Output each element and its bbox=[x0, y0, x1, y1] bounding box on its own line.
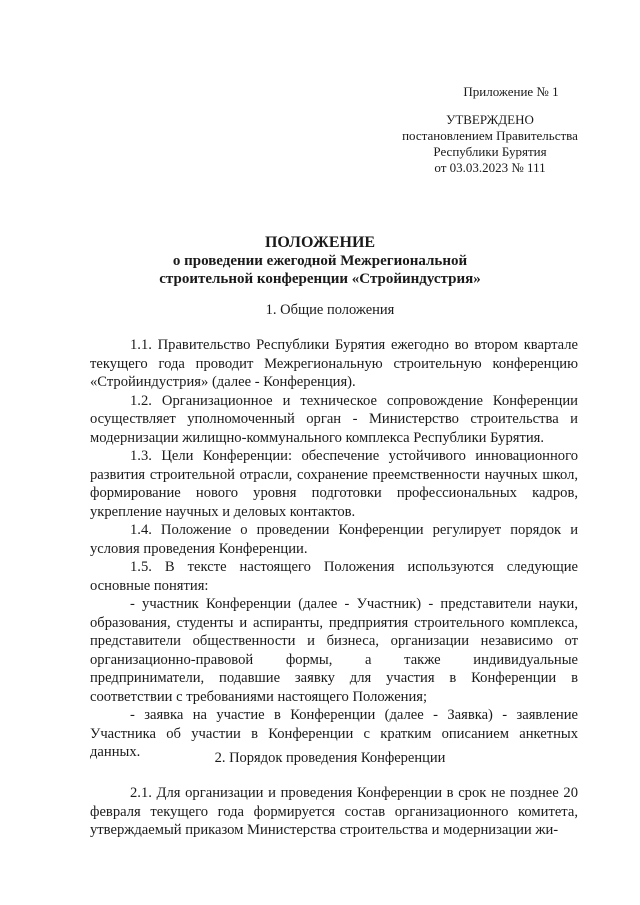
paragraph-1-4: 1.4. Положение о проведении Конференции регулирует порядок и условия проведения Конференции. bbox=[90, 522, 578, 557]
title-line-2: о проведении ежегодной Межрегиональной bbox=[172, 253, 468, 269]
section-1-body bbox=[90, 336, 578, 762]
paragraph-1-5: 1.5. В тексте настоящего Положения используются следующие основные понятия: bbox=[90, 559, 578, 594]
approval-block bbox=[400, 84, 580, 176]
approval-date-line: от 03.03.2023 № 111 bbox=[434, 160, 546, 175]
section-2-heading: 2. Порядок проведения Конференции bbox=[214, 750, 446, 766]
title-main: ПОЛОЖЕНИЕ bbox=[264, 234, 376, 251]
section-1-heading: 1. Общие положения bbox=[265, 302, 395, 318]
appendix-label: Приложение № 1 bbox=[463, 84, 559, 99]
approved-by-line-2: Республики Бурятия bbox=[433, 144, 547, 159]
approved-by-line-1: постановлением Правительства bbox=[402, 128, 578, 143]
definition-participant: - участник Конференции (далее - Участник) - представители науки, образования, студенты и аспиранты, предприятия строительного комплекса, представители общественности и бизнеса, организации независимо от организационно-правовой формы, а также индивидуальные предприниматели, подавшие заявку для участия в Конференции в соответствии с требованиями настоящего Положения; bbox=[90, 596, 578, 705]
definition-application: - заявка на участие в Конференции (далее - Заявка) - заявление Участника об участии в Конференции с кратким описанием анкетных данных. bbox=[90, 707, 578, 760]
approved-label: УТВЕРЖДЕНО bbox=[446, 112, 534, 127]
title-line-3: строительной конференции «Стройиндустрия» bbox=[159, 271, 481, 287]
paragraph-1-3: 1.3. Цели Конференции: обеспечение устойчивого инновационного развития строительной отрасли, сохранение преемственности научных школ, формирование нового уровня подготовки профессиональных кадров, укрепление научных и деловых контактов. bbox=[90, 448, 578, 520]
section-2-body bbox=[90, 784, 578, 840]
paragraph-1-1: 1.1. Правительство Республики Бурятия ежегодно во втором квартале текущего года проводит Межрегиональную строительную конференцию «Стройиндустрия» (далее - Конференция). bbox=[90, 337, 578, 390]
paragraph-1-2: 1.2. Организационное и техническое сопровождение Конференции осуществляет уполномоченный орган - Министерство строительства и модернизации жилищно-коммунального комплекса Республики Бурятия. bbox=[90, 392, 578, 446]
paragraph-2-1: 2.1. Для организации и проведения Конференции в срок не позднее 20 февраля текущего года формируется состав организационного комитета, утверждаемый приказом Министерства строительства и модернизации жи- bbox=[90, 785, 578, 838]
document-title bbox=[110, 234, 530, 288]
